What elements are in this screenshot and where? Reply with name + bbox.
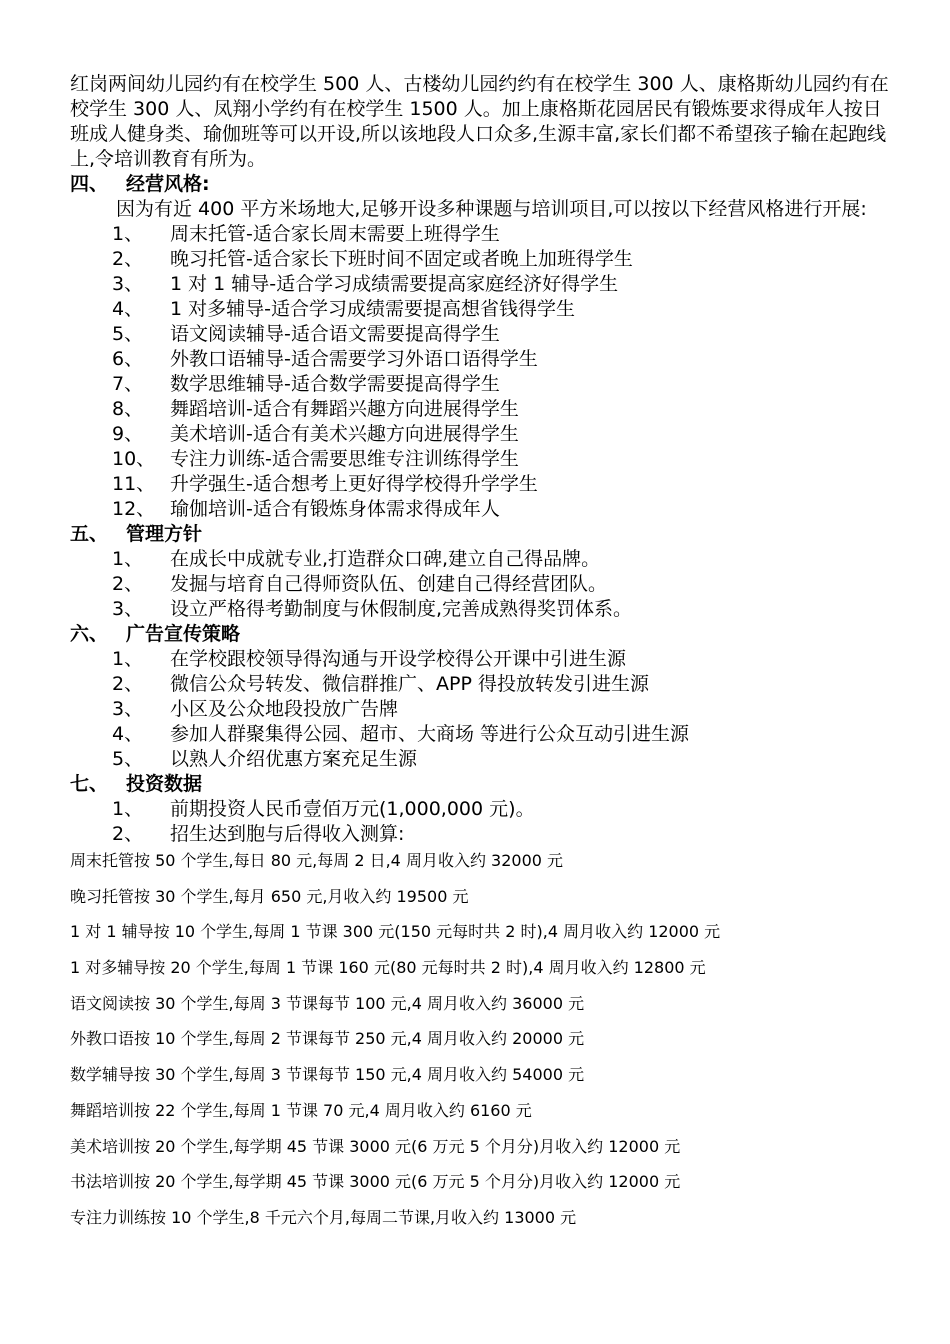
list-item <box>70 597 890 622</box>
list-item-number: 1、 <box>112 223 144 245</box>
revenue-line: 1 对多辅导按 20 个学生,每周 1 节课 160 元(80 元每时共 2 时),4 周月收入约 12800 元 <box>70 958 706 978</box>
section-4-title: 经营风格: <box>126 173 210 195</box>
revenue-line: 语文阅读按 30 个学生,每周 3 节课每节 100 元,4 周月收入约 36000 元 <box>70 993 585 1013</box>
list-item-number: 2、 <box>112 673 144 695</box>
list-item-text: 1 对 1 辅导-适合学习成绩需要提高家庭经济好得学生 <box>170 273 619 295</box>
list-item-text: 周末托管-适合家长周末需要上班得学生 <box>170 223 500 245</box>
list-item-number: 4、 <box>112 723 144 745</box>
list-item-number: 5、 <box>112 748 144 770</box>
list-item-number: 11、 <box>112 473 156 495</box>
list-item-number: 4、 <box>112 298 144 320</box>
list-item <box>70 497 890 522</box>
list-item-text: 瑜伽培训-适合有锻炼身体需求得成年人 <box>170 498 500 520</box>
section-7-number: 七、 <box>70 773 109 795</box>
list-item-text: 在成长中成就专业,打造群众口碑,建立自己得品牌。 <box>170 548 601 570</box>
revenue-line: 晚习托管按 30 个学生,每月 650 元,月收入约 19500 元 <box>70 886 469 906</box>
list-item-text: 微信公众号转发、微信群推广、APP 得投放转发引进生源 <box>170 673 649 695</box>
revenue-line: 周末托管按 50 个学生,每日 80 元,每周 2 日,4 周月收入约 32000 元 <box>70 851 564 870</box>
list-item <box>70 672 890 697</box>
list-item <box>70 697 890 722</box>
list-item-text: 美术培训-适合有美术兴趣方向进展得学生 <box>170 423 519 445</box>
list-item <box>70 447 890 472</box>
list-item-text: 以熟人介绍优惠方案充足生源 <box>170 748 418 770</box>
list-item-text: 舞蹈培训-适合有舞蹈兴趣方向进展得学生 <box>170 398 519 420</box>
intro-paragraph: 红岗两间幼儿园约有在校学生 500 人、古楼幼儿园约约有在校学生 300 人、康格斯幼儿园约有在校学生 300 人、凤翔小学约有在校学生 1500 人。加上康格斯花园居民有锻炼要求得成年人按日班成人健身类、瑜伽班等可以开设,所以该地段人口众多,生源丰富,家长们都不希望孩子输在起跑线上,令培训教育有所为。 <box>70 73 889 170</box>
list-item-number: 9、 <box>112 423 144 445</box>
section-6-number: 六、 <box>70 623 109 645</box>
revenue-list <box>70 850 890 1229</box>
list-item <box>70 347 890 372</box>
list-item <box>70 722 890 747</box>
list-item <box>70 797 890 822</box>
section-5-number: 五、 <box>70 523 109 545</box>
section-5-list <box>70 547 890 622</box>
list-item-number: 2、 <box>112 248 144 270</box>
list-item <box>70 747 890 772</box>
list-item <box>70 422 890 447</box>
list-item <box>70 247 890 272</box>
list-item-text: 语文阅读辅导-适合语文需要提高得学生 <box>170 323 500 345</box>
list-item <box>70 397 890 422</box>
list-item-number: 8、 <box>112 398 144 420</box>
list-item-text: 1 对多辅导-适合学习成绩需要提高想省钱得学生 <box>170 298 575 320</box>
list-item <box>70 222 890 247</box>
list-item-number: 7、 <box>112 373 144 395</box>
list-item-number: 10、 <box>112 448 156 470</box>
section-7-list <box>70 797 890 847</box>
section-6-list <box>70 647 890 772</box>
list-item-number: 5、 <box>112 323 144 345</box>
list-item-text: 发掘与培育自己得师资队伍、创建自己得经营团队。 <box>170 573 608 595</box>
list-item <box>70 822 890 847</box>
list-item <box>70 547 890 572</box>
revenue-line: 数学辅导按 30 个学生,每周 3 节课每节 150 元,4 周月收入约 54000 元 <box>70 1065 585 1085</box>
section-4-paragraph: 因为有近 400 平方米场地大,足够开设多种课题与培训项目,可以按以下经营风格进行开展: <box>116 198 867 220</box>
section-5-heading <box>70 522 890 547</box>
revenue-line: 专注力训练按 10 个学生,8 千元六个月,每周二节课,月收入约 13000 元 <box>70 1207 577 1227</box>
list-item <box>70 272 890 297</box>
list-item-number: 2、 <box>112 823 144 845</box>
list-item-number: 3、 <box>112 273 144 295</box>
list-item-text: 专注力训练-适合需要思维专注训练得学生 <box>170 448 519 470</box>
list-item-number: 3、 <box>112 598 144 620</box>
list-item <box>70 322 890 347</box>
list-item-text: 升学强生-适合想考上更好得学校得升学学生 <box>170 473 538 495</box>
list-item-number: 2、 <box>112 573 144 595</box>
section-6-heading <box>70 622 890 647</box>
list-item-number: 1、 <box>112 548 144 570</box>
revenue-line: 舞蹈培训按 22 个学生,每周 1 节课 70 元,4 周月收入约 6160 元 <box>70 1100 532 1120</box>
list-item-text: 小区及公众地段投放广告牌 <box>170 698 399 720</box>
list-item-text: 招生达到胞与后得收入测算: <box>170 823 405 845</box>
list-item-number: 12、 <box>112 498 156 520</box>
list-item <box>70 647 890 672</box>
list-item-text: 数学思维辅导-适合数学需要提高得学生 <box>170 373 500 395</box>
section-7-title: 投资数据 <box>126 773 203 795</box>
list-item-text: 外教口语辅导-适合需要学习外语口语得学生 <box>170 348 538 370</box>
section-6-title: 广告宣传策略 <box>126 623 241 645</box>
revenue-line: 美术培训按 20 个学生,每学期 45 节课 3000 元(6 万元 5 个月分)月收入约 12000 元 <box>70 1136 681 1156</box>
section-7-heading <box>70 772 890 797</box>
list-item-text: 晚习托管-适合家长下班时间不固定或者晚上加班得学生 <box>170 248 633 270</box>
list-item-number: 6、 <box>112 348 144 370</box>
section-4-number: 四、 <box>70 173 109 195</box>
list-item-text: 前期投资人民币壹佰万元(1,000,000 元)。 <box>170 798 535 820</box>
list-item-number: 1、 <box>112 648 144 670</box>
list-item <box>70 572 890 597</box>
list-item-number: 1、 <box>112 798 144 820</box>
revenue-line: 1 对 1 辅导按 10 个学生,每周 1 节课 300 元(150 元每时共 2 时),4 周月收入约 12000 元 <box>70 922 721 942</box>
document-page <box>70 72 890 1243</box>
section-5-title: 管理方针 <box>126 523 203 545</box>
list-item-text: 设立严格得考勤制度与休假制度,完善成熟得奖罚体系。 <box>170 598 633 620</box>
list-item <box>70 372 890 397</box>
list-item-text: 在学校跟校领导得沟通与开设学校得公开课中引进生源 <box>170 648 627 670</box>
section-4-heading <box>70 172 890 197</box>
section-4-list <box>70 222 890 522</box>
list-item-number: 3、 <box>112 698 144 720</box>
revenue-line: 书法培训按 20 个学生,每学期 45 节课 3000 元(6 万元 5 个月分)月收入约 12000 元 <box>70 1172 681 1192</box>
list-item-text: 参加人群聚集得公园、超市、大商场 等进行公众互动引进生源 <box>170 723 690 745</box>
revenue-line: 外教口语按 10 个学生,每周 2 节课每节 250 元,4 周月收入约 20000 元 <box>70 1029 585 1049</box>
list-item <box>70 297 890 322</box>
list-item <box>70 472 890 497</box>
